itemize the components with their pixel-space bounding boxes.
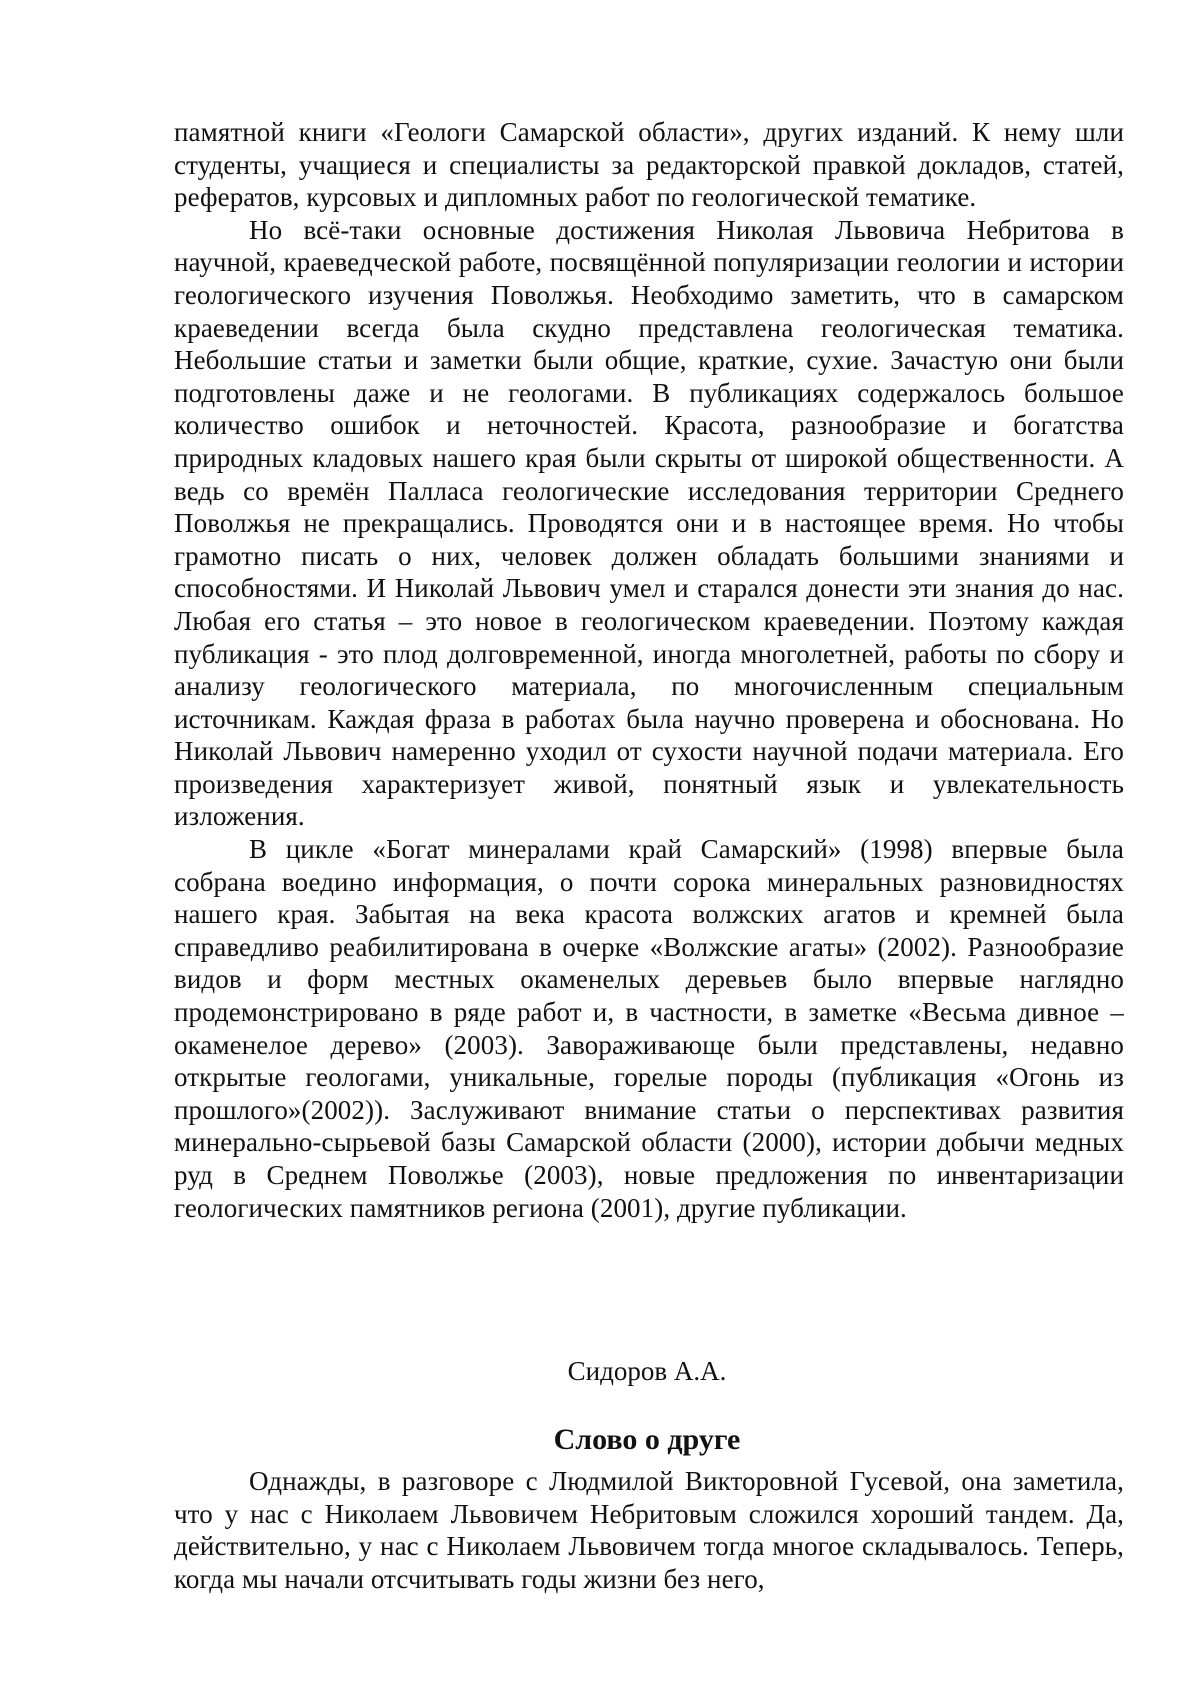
section-title: Слово о друге (553, 1423, 741, 1456)
paragraph-publications: В цикле «Богат минералами край Самарский» (1998) впервые была собрана воедино информация, о почти сорока минеральных разновидностях нашего края. Забытая на века красота волжских агатов и кремней была справедливо реабилитирована в очерке «Волжские агаты» (2002). Разнообразие видов и форм местных окаменелых деревьев было впервые наглядно продемонстрировано в ряде работ и, в частности, в заметке «Весьма дивное – окаменелое дерево» (2003). Завораживающе были представлены, недавно открытые геологами, уникальные, горелые породы (публикация «Огонь из прошлого»(2002)). Заслуживают внимание статьи о перспективах развития минерально-сырьевой базы Самарской области (2000), истории добычи медных руд в Среднем Поволжье (2003), новые предложения по инвентаризации геологических памятников региона (2001), другие публикации. (174, 834, 1124, 1223)
main-text-block (174, 116, 1124, 1224)
tail-text-block (174, 1465, 1124, 1595)
paragraph-achievements: Но всё-таки основные достижения Николая Львовича Небритова в научной, краеведческой работе, посвящённой популяризации геологии и истории геологического изучения Поволжья. Необходимо заметить, что в самарском краеведении всегда была скудно представлена геологическая тематика. Небольшие статьи и заметки были общие, краткие, сухие. Зачастую они были подготовлены даже и не геологами. В публикациях содержалось большое количество ошибок и неточностей. Красота, разнообразие и богатства природных кладовых нашего края были скрыты от широкой общественности. А ведь со времён Палласа геологические исследования территории Среднего Поволжья не прекращались. Проводятся они и в настоящее время. Но чтобы грамотно писать о них, человек должен обладать большими знаниями и способностями. И Николай Львович умел и старался донести эти знания до нас. Любая его статья – это новое в геологическом краеведении. Поэтому каждая публикация - это плод долговременной, иногда многолетней, работы по сбору и анализу геологического материала, по многочисленным специальным источникам. Каждая фраза в работах была научно проверена и обоснована. Но Николай Львович намеренно уходил от сухости научной подачи материала. Его произведения характеризует живой, понятный язык и увлекательность изложения. (174, 214, 1124, 832)
paragraph-word-about-friend: Однажды, в разговоре с Людмилой Викторовной Гусевой, она заметила, что у нас с Николаем Львовичем Небритовым сложился хороший тандем. Да, действительно, у нас с Николаем Львовичем тогда многое складывалось. Теперь, когда мы начали отсчитывать годы жизни без него, (174, 1466, 1124, 1594)
author-name: Сидоров А.А. (567, 1356, 727, 1386)
paragraph-continuation: памятной книги «Геологи Самарской области», других изданий. К нему шли студенты, учащиеся и специалисты за редакторской правкой докладов, статей, рефератов, курсовых и дипломных работ по геологической тематике. (174, 117, 1124, 213)
